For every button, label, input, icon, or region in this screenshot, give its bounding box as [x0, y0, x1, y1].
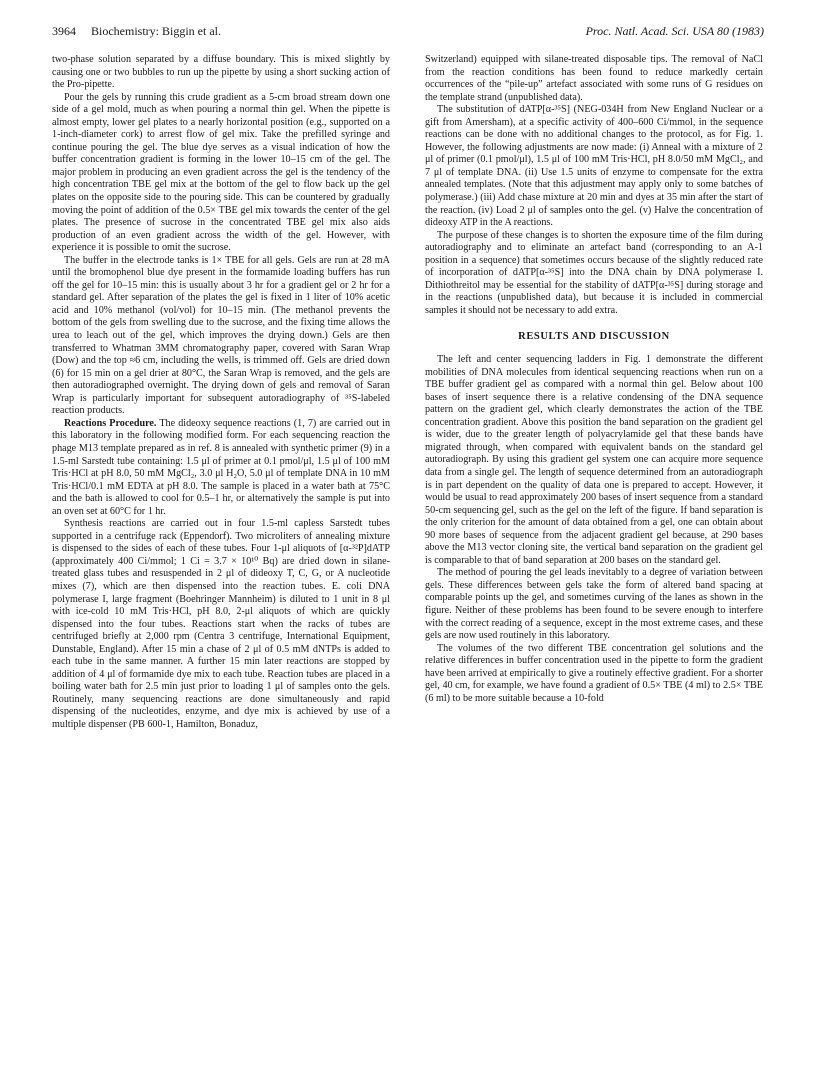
paragraph-continued-right: Switzerland) equipped with silane-treated disposable tips. The removal of NaCl from the reaction conditions has been found to reduce markedly certain occurrences of the “pile-up” artefact associated with some runs of G residues on the template strand (unpublished data). [425, 54, 763, 103]
header-left [52, 24, 221, 39]
right-column [425, 54, 763, 705]
paragraph-variation: The method of pouring the gel leads inevitably to a degree of variation between gels. These differences between gels take the form of altered band spacing at comparable points up the gel, and sometimes curving of the lanes as shown in the figure. Neither of these problems has been found to be severe enough to interfere with the correct reading of a sequence, except in the most extreme cases, and these gels are now used routinely in this laboratory. [425, 567, 763, 642]
journal-citation: Proc. Natl. Acad. Sci. USA 80 (1983) [585, 24, 764, 38]
paragraph-substitution: The substitution of dATP[α-³⁵S] (NEG-034H from New England Nuclear or a gift from Amersham), at a specific activity of 400–600 Ci/mmol, in the sequence reactions can be done with no additional changes to the protocol, as for Fig. 1. However, the following adjustments are now made: (i) Anneal with a mixture of 2 μl of primer (0.1 pmol/μl), 1.5 μl of 100 mM Tris·HCl, pH 8.0/50 mM MgCl₂, and 7 μl of template DNA. (ii) Use 1.5 units of enzyme to compensate for the extra annealed templates. (Note that this adjustment may apply only to some batches of polymerase.) (iii) Add chase mixture at 20 min and dyes at 35 min after the start of the reaction. (iv) Load 2 μl of samples onto the gel. (v) Halve the concentration of dideoxy ATP in the A reactions. [425, 104, 763, 229]
paragraph-reactions-procedure [52, 418, 390, 518]
paragraph-results: The left and center sequencing ladders in Fig. 1 demonstrate the different mobilities of DNA molecules from identical sequencing reactions when run on a TBE buffer gradient gel as compared with a normal thin gel. Below about 100 bases of insert sequence there is a relative condensing of the DNA sequence pattern on the gradient gel, which clearly demonstrates the action of the TBE concentration gradient. Above this position the band separation on the gradient gel is wider, due to the greater length of polyacrylamide gel that these bands have migrated through, when compared with equivalent bands on the standard gel autoradiograph. By using this gradient gel system one can acquire more sequence data from a single gel. The length of sequence determined from an autoradiograph is in part dependent on the quality of data one is prepared to accept. However, it would be usual to read approximately 200 bases of insert sequence from a standard 50-cm sequencing gel, such as the gel on the left of the figure. If band separation is the only criterion for the amount of data obtained from a gel, one can obtain about 90 more bases of sequence from the adjacent gradient gel because, at 290 bases above the M13 vector cloning site, the vertical band separation on the gradient gel is comparable to that of band separation at 200 bases on the standard gel. [425, 354, 763, 566]
paragraph-pour-gels: Pour the gels by running this crude gradient as a 5-cm broad stream down one side of a gel mold, much as when pouring a normal thin gel. When the pipette is almost empty, lower gel plates to a nearly horizontal position (e.g., supported on a 1-inch-diameter cork) to arrest flow of gel mix. Take the prefilled syringe and continue pouring the gel. The blue dye serves as a visual indication of how the buffer concentration gradient is forming in the lower 10–15 cm of the gel. The major problem in producing an even gradient across the gel is the tendency of the high concentration TBE gel mix at the bottom of the gel to flow back up the gel plates on the opposite side to the pouring side. This can be countered by gradually moving the point of addition of the 0.5× TBE gel mix towards the center of the gel plates. The presence of sucrose in the concentrated TBE gel mix also aids production of an even gradient across the width of the gel. However, with experience it is possible to omit the sucrose. [52, 91, 390, 254]
running-title: Biochemistry: Biggin et al. [91, 24, 221, 38]
reactions-text: The dideoxy sequence reactions (1, 7) are carried out in this laboratory in the following modified form. For each sequencing reaction the phage M13 template prepared as in ref. 8 is annealed with synthetic primer (9) in a 1.5-ml Sarstedt tube containing: 1.5 μl of primer at 0.1 pmol/μl, 1.5 μl of 100 mM Tris·HCl at pH 8.0, 50 mM MgCl₂, 3.0 μl H₂O, 5.0 μl of template DNA in 10 mM Tris·HCl/0.1 mM EDTA at pH 8.0. The sample is placed in a water bath at 75°C and the bath is allowed to cool for 0.5–1 hr, or alternatively the sample is put into an oven set at 60°C for 1 hr. [52, 417, 391, 517]
page-header [52, 24, 764, 46]
paragraph-synthesis: Synthesis reactions are carried out in four 1.5-ml capless Sarstedt tubes supported in a centrifuge rack (Eppendorf). Two microliters of annealing mixture is dispensed to the sides of each of these tubes. Four 1-μl aliquots of [α-³²P]dATP (approximately 400 Ci/mmol; 1 Ci = 3.7 × 10¹⁰ Bq) are dried down in silane-treated glass tubes and resuspended in 2 μl of dideoxy T, C, G, or A nucleotide mixes (7), which are then dispensed into the reaction tubes. E. coli DNA polymerase I, large fragment (Boehringer Mannheim) is diluted to 1 unit in 8 μl with ice-cold 10 mM Tris·HCl, pH 8.0, 2-μl aliquots of which are quickly dispensed into the four tubes. Reactions start when the racks of tubes are centrifuged briefly at 2,000 rpm (Centra 3 centrifuge, International Equipment, Dunstable, England). After 15 min a chase of 2 μl of 0.5 mM dNTPs is added to each tube in the same manner. A further 15 min later reactions are stopped by addition of 4 μl of formamide dye mix to each tube. Reaction tubes are placed in a boiling water bath for 2.5 min just prior to loading 1 μl of samples onto the gels. Routinely, many sequencing reactions are done simultaneously and rapid dispensing of the nucleotides, enzyme, and dye mix is achieved by use of a multiple dispenser (PB 600-1, Hamilton, Bonaduz, [52, 518, 390, 730]
left-column [52, 54, 390, 732]
paragraph-purpose: The purpose of these changes is to shorten the exposure time of the film during autoradiography and to eliminate an artefact band (corresponding to an A-1 position in a sequence) that sometimes occurs because of the slightly reduced rate of incorporation of dATP[α-³⁵S] into the DNA chain by DNA polymerase I. Dithiothreitol may be essential for the stability of dATP[α-³⁵S] during storage and in the reactions (unpublished data), but because it is included in commercial samples it should not be necessary to add extra. [425, 229, 763, 316]
page-number: 3964 [52, 24, 76, 38]
section-heading-results: RESULTS AND DISCUSSION [518, 331, 670, 343]
paragraph-volumes: The volumes of the two different TBE concentration gel solutions and the relative differences in buffer concentration used in the pipette to form the gradient have been arrived at empirically to give a routinely effective gradient. For a shorter gel, 40 cm, for example, we have found a gradient of 0.5× TBE (4 ml) to 2.5× TBE (6 ml) to be more suitable because a 10-fold [425, 642, 763, 704]
paragraph-buffer: The buffer in the electrode tanks is 1× TBE for all gels. Gels are run at 28 mA until the bromophenol blue dye present in the formamide loading buffers has run off the gel for 10–15 min: this is usually about 3 hr for a gradient gel or 2 hr for a standard gel. After separation of the plates the gel is fixed in 1 liter of 10% acetic acid and 10% methanol (vol/vol) for 10–15 min. (The methanol prevents the bottom of the gels from swelling due to the sucrose, and the fixing time allows the urea to leach out of the gel, which improves the drying down.) Gels are then transferred to Whatman 3MM chromatography paper, covered with Saran Wrap (Dow) and the top ≈6 cm, including the wells, is trimmed off. Gels are dried down (6) for 15 min on a gel drier at 80°C, the Saran Wrap is removed, and the gels are then autoradiographed overnight. The drying down of gels and removal of Saran Wrap is particularly important for subsequent autoradiography of ³⁵S-labeled reaction products. [52, 254, 390, 417]
run-in-heading-reactions: Reactions Procedure. [64, 417, 157, 429]
paragraph-continued: two-phase solution separated by a diffuse boundary. This is mixed slightly by causing one or two bubbles to run up the pipette by using a short sucking action of the Pro-pipette. [52, 54, 390, 91]
